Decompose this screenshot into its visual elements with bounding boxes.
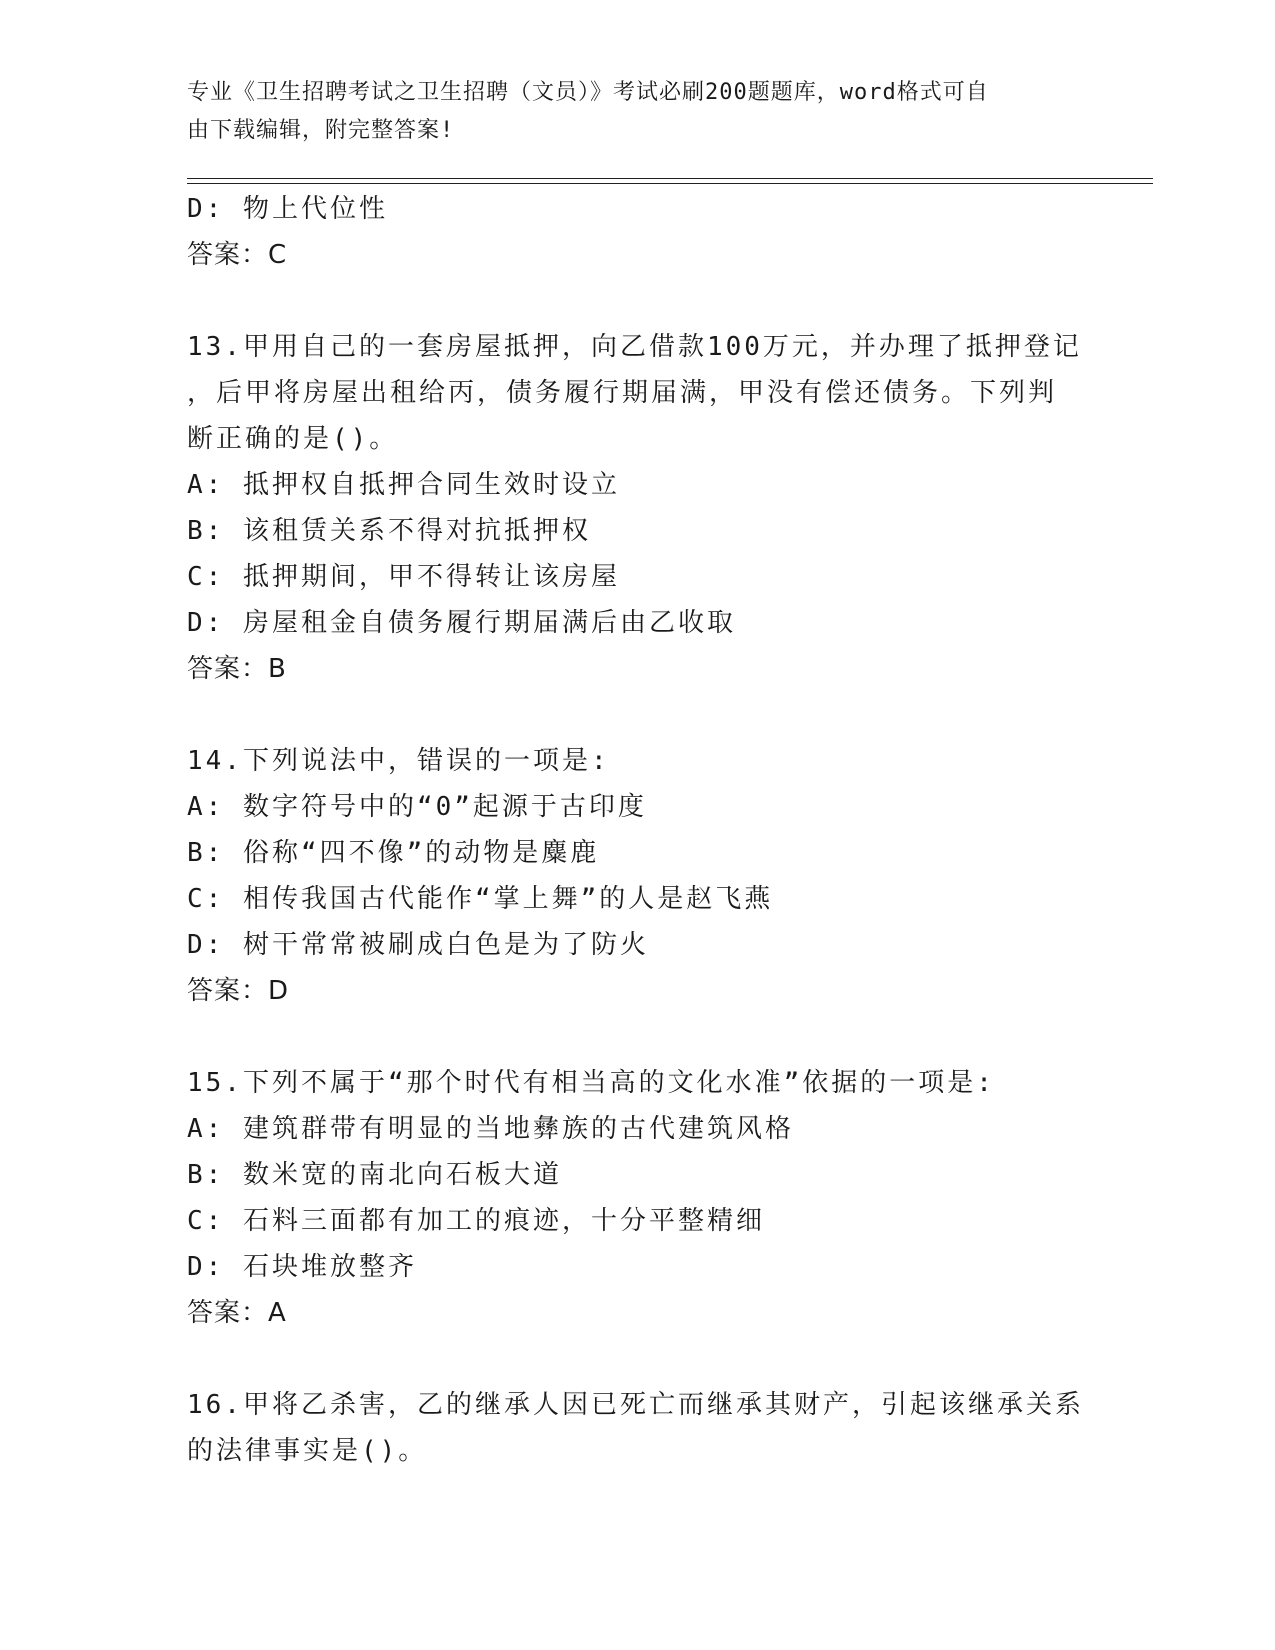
question-text: 断正确的是()。 [187,424,399,454]
question-15 [187,1060,1087,1336]
option-d: D: 石块堆放整齐 [187,1252,417,1282]
option-c: C: 抵押期间，甲不得转让该房屋 [187,562,620,592]
spacer [187,1336,1087,1382]
page-header [187,74,1067,150]
option-d: D: 房屋租金自债务履行期届满后由乙收取 [187,608,736,638]
question-text: 的法律事实是()。 [187,1436,428,1466]
spacer [187,278,1087,324]
option-d: D: 物上代位性 [187,194,388,224]
option-a: A: 建筑群带有明显的当地彝族的古代建筑风格 [187,1114,794,1144]
answer: 答案：C [187,240,288,270]
answer: 答案：B [187,654,287,684]
option-b: B: 数米宽的南北向石板大道 [187,1160,562,1190]
header-divider-bottom [187,183,1153,184]
question-text: 13.甲用自己的一套房屋抵押，向乙借款100万元，并办理了抵押登记 [187,332,1082,362]
option-d: D: 树干常常被刷成白色是为了防火 [187,930,649,960]
spacer [187,692,1087,738]
question-14 [187,738,1087,1014]
document-body [187,186,1087,1474]
question-text: 16.甲将乙杀害，乙的继承人因已死亡而继承其财产，引起该继承关系 [187,1390,1084,1420]
spacer [187,1014,1087,1060]
question-text: 15.下列不属于“那个时代有相当高的文化水准”依据的一项是: [187,1068,995,1098]
option-a: A: 抵押权自抵押合同生效时设立 [187,470,620,500]
header-line-2: 由下载编辑，附完整答案! [187,118,455,143]
option-c: C: 相传我国古代能作“掌上舞”的人是赵飞燕 [187,884,774,914]
question-13 [187,324,1087,692]
option-c: C: 石料三面都有加工的痕迹，十分平整精细 [187,1206,765,1236]
question-text: 14.下列说法中，错误的一项是: [187,746,610,776]
option-a: A: 数字符号中的“0”起源于古印度 [187,792,647,822]
answer: 答案：D [187,976,290,1006]
question-text: ，后甲将房屋出租给丙，债务履行期届满，甲没有偿还债务。下列判 [187,378,1058,408]
header-line-1: 专业《卫生招聘考试之卫生招聘（文员）》考试必刷200题题库，word格式可自 [187,80,989,105]
answer: 答案：A [187,1298,287,1328]
option-b: B: 俗称“四不像”的动物是麋鹿 [187,838,600,868]
question-12-tail [187,186,1087,278]
header-divider-top [187,178,1153,179]
question-16 [187,1382,1087,1474]
option-b: B: 该租赁关系不得对抗抵押权 [187,516,591,546]
